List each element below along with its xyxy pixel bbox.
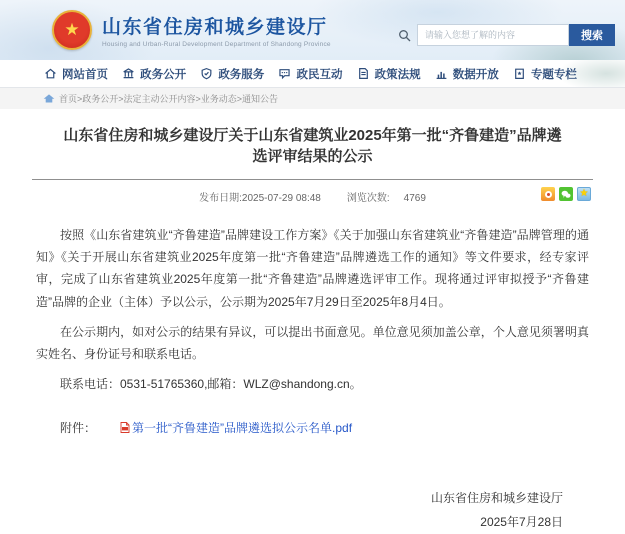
paragraph-contact: 联系电话：0531-51765360,邮箱：WLZ@shandong.cn。 <box>60 377 362 392</box>
site-title-block <box>102 12 331 48</box>
nav-item-home[interactable] <box>44 66 108 82</box>
pdf-icon <box>96 422 130 436</box>
nav-label: 政民互动 <box>296 68 343 81</box>
search-button[interactable]: 搜索 <box>569 24 615 46</box>
share-icons <box>541 187 591 201</box>
article-title: 山东省住房和城乡建设厅关于山东省建筑业2025年第一批“齐鲁建造”品牌遴选评审结果的公示 <box>63 127 562 165</box>
signature-date: 2025年7月28日 <box>480 515 563 530</box>
nav-item-open-data[interactable] <box>435 66 499 82</box>
site-subtitle-en: Housing and Urban-Rural Development Department of Shandong Province <box>102 41 331 48</box>
weibo-eye <box>545 191 552 198</box>
national-emblem-logo <box>52 10 92 50</box>
wechat-share-icon[interactable] <box>559 187 573 201</box>
search-icon <box>398 29 411 42</box>
nav-label: 专题专栏 <box>530 68 577 81</box>
publish-date-label: 发布日期: <box>199 193 242 204</box>
chart-icon <box>435 67 448 80</box>
nav-label: 数据开放 <box>452 68 499 81</box>
article-content <box>0 109 625 534</box>
article-meta-row <box>30 180 595 214</box>
home-icon <box>44 67 57 80</box>
signature-block <box>36 486 589 534</box>
attachment-link[interactable]: 第一批“齐鲁建造”品牌遴选拟公示名单.pdf <box>132 421 353 436</box>
publish-date-value: 2025-07-29 08:48 <box>241 193 321 204</box>
paragraph-2: 在公示期内，如对公示的结果有异议，可以提出书面意见。单位意见须加盖公章，个人意见须署明真实姓名、身份证号和联系电话。 <box>36 324 589 361</box>
nav-label: 政策法规 <box>374 68 421 81</box>
nav-item-policies[interactable] <box>357 66 421 82</box>
main-nav <box>0 60 625 88</box>
chat-icon <box>278 67 291 80</box>
nav-item-interaction[interactable] <box>278 66 342 82</box>
attachment-row <box>36 419 589 436</box>
views-label: 浏览次数: <box>346 193 390 204</box>
paragraph-1: 按照《山东省建筑业“齐鲁建造”品牌建设工作方案》《关于加强山东省建筑业“齐鲁建造”品牌管理的通知》《关于开展山东省建筑业2025年度第一批“齐鲁建造”品牌遴选工作的通知》等文件要求，经专家评审，完成了山东省建筑业2025年度第一批“齐鲁建造”品牌遴选评审工作。现将通过评审拟授予“齐鲁建造”品牌的企业（主体）予以公示，公示期为2025年7月29日至2025年8月4日。 <box>36 228 589 309</box>
nav-item-gov-services[interactable] <box>200 66 264 82</box>
site-search <box>398 24 615 46</box>
nav-label: 网站首页 <box>62 68 108 81</box>
breadcrumb-home-icon <box>44 94 54 103</box>
emblem-star-icon: ★ <box>64 19 80 39</box>
attachment-label: 附件： <box>60 421 97 436</box>
nav-item-gov-info[interactable] <box>122 66 186 82</box>
shield-icon <box>200 67 213 80</box>
document-icon <box>357 67 370 80</box>
favorite-star-icon[interactable]: ★ <box>577 187 591 201</box>
nav-item-special-columns[interactable] <box>513 66 577 82</box>
site-header <box>0 0 625 60</box>
bank-icon <box>122 67 135 80</box>
article-body <box>30 214 595 534</box>
nav-label: 政务公开 <box>140 68 187 81</box>
search-input[interactable] <box>417 24 569 46</box>
breadcrumb[interactable]: 首页>政务公开>法定主动公开内容>业务动态>通知公告 <box>59 94 279 104</box>
signature-org: 山东省住房和城乡建设厅 <box>430 491 563 506</box>
breadcrumb-bar <box>0 88 625 109</box>
views-value: 4769 <box>403 193 426 204</box>
nav-label: 政务服务 <box>218 68 265 81</box>
weibo-share-icon[interactable] <box>541 187 555 201</box>
site-title: 山东省住房和城乡建设厅 <box>102 17 328 38</box>
folder-icon <box>513 67 526 80</box>
